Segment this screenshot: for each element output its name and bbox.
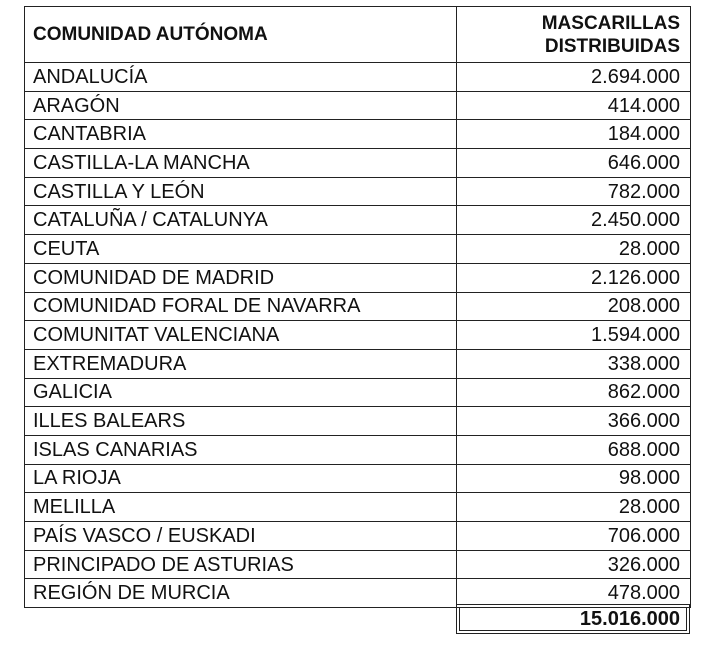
total-value: 15.016.000: [459, 607, 687, 631]
value-cell: 646.000: [457, 149, 691, 178]
table-row: [25, 292, 691, 321]
value-cell: 2.126.000: [457, 263, 691, 292]
value-cell: 184.000: [457, 120, 691, 149]
region-cell: PRINCIPADO DE ASTURIAS: [25, 550, 457, 579]
table-row: [25, 550, 691, 579]
table-row: [25, 407, 691, 436]
value-cell: 862.000: [457, 378, 691, 407]
value-cell: 208.000: [457, 292, 691, 321]
table-row: [25, 522, 691, 551]
header-row: [25, 7, 691, 63]
value-cell: 688.000: [457, 435, 691, 464]
header-masks-line2: DISTRIBUIDAS: [544, 35, 680, 57]
region-cell: ANDALUCÍA: [25, 63, 457, 92]
value-cell: 28.000: [457, 493, 691, 522]
value-cell: 28.000: [457, 235, 691, 264]
header-region: COMUNIDAD AUTÓNOMA: [25, 7, 457, 63]
table-row: [25, 349, 691, 378]
table-row: [25, 149, 691, 178]
region-cell: GALICIA: [25, 378, 457, 407]
value-cell: 2.450.000: [457, 206, 691, 235]
table-row: [25, 177, 691, 206]
region-cell: EXTREMADURA: [25, 349, 457, 378]
value-cell: 478.000: [457, 579, 691, 608]
region-cell: ILLES BALEARS: [25, 407, 457, 436]
region-cell: ISLAS CANARIAS: [25, 435, 457, 464]
table-row: [25, 63, 691, 92]
header-masks: [457, 7, 691, 63]
table-row: [25, 493, 691, 522]
region-cell: REGIÓN DE MURCIA: [25, 579, 457, 608]
region-cell: COMUNITAT VALENCIANA: [25, 321, 457, 350]
table-row: [25, 435, 691, 464]
total-box: [456, 604, 690, 634]
value-cell: 782.000: [457, 177, 691, 206]
mask-distribution-table: [24, 6, 690, 608]
table-row: [25, 91, 691, 120]
table-row: [25, 464, 691, 493]
region-cell: LA RIOJA: [25, 464, 457, 493]
region-cell: CEUTA: [25, 235, 457, 264]
value-cell: 98.000: [457, 464, 691, 493]
value-cell: 366.000: [457, 407, 691, 436]
value-cell: 706.000: [457, 522, 691, 551]
table-row: [25, 321, 691, 350]
value-cell: 2.694.000: [457, 63, 691, 92]
value-cell: 326.000: [457, 550, 691, 579]
region-cell: COMUNIDAD DE MADRID: [25, 263, 457, 292]
value-cell: 338.000: [457, 349, 691, 378]
region-cell: ARAGÓN: [25, 91, 457, 120]
table-row: [25, 206, 691, 235]
region-cell: CASTILLA-LA MANCHA: [25, 149, 457, 178]
region-cell: MELILLA: [25, 493, 457, 522]
value-cell: 414.000: [457, 91, 691, 120]
table-row: [25, 120, 691, 149]
region-cell: CATALUÑA / CATALUNYA: [25, 206, 457, 235]
region-cell: CASTILLA Y LEÓN: [25, 177, 457, 206]
region-cell: PAÍS VASCO / EUSKADI: [25, 522, 457, 551]
data-table: [24, 6, 691, 608]
header-masks-line1: MASCARILLAS: [541, 12, 680, 34]
value-cell: 1.594.000: [457, 321, 691, 350]
region-cell: COMUNIDAD FORAL DE NAVARRA: [25, 292, 457, 321]
region-cell: CANTABRIA: [25, 120, 457, 149]
table-row: [25, 263, 691, 292]
table-row: [25, 235, 691, 264]
table-row: [25, 378, 691, 407]
